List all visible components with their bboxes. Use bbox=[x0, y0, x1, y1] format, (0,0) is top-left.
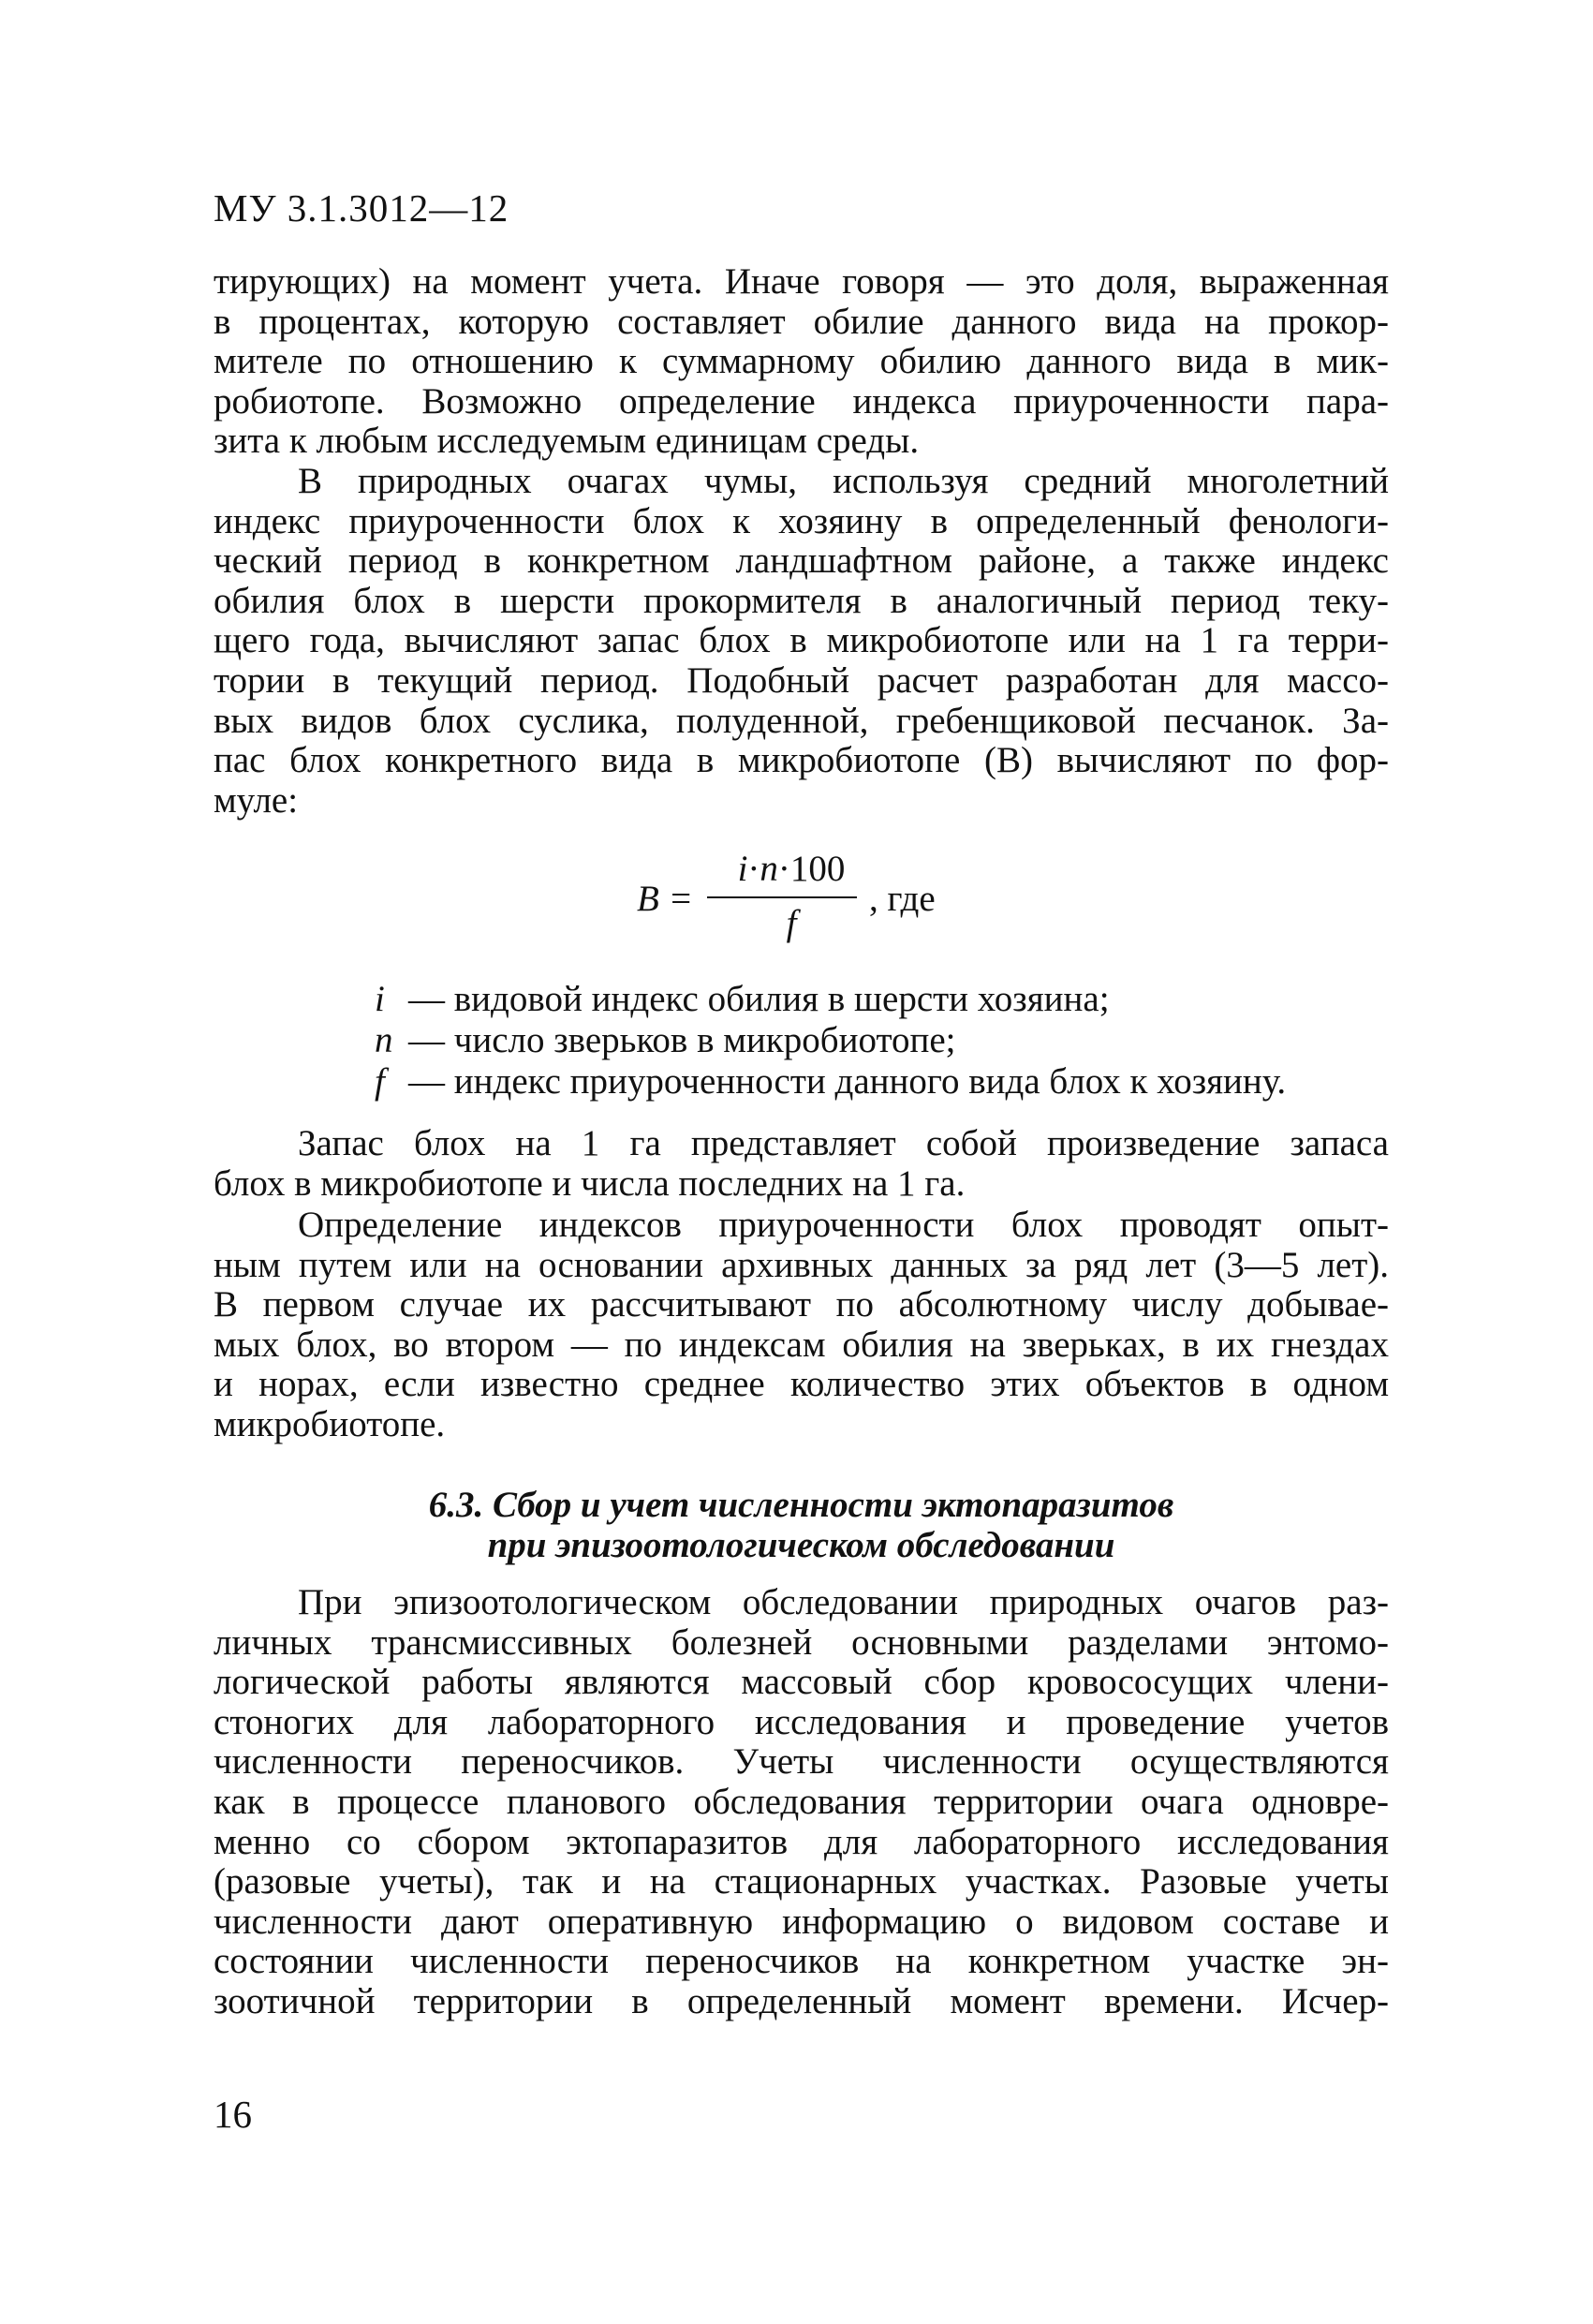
variable-definitions bbox=[375, 979, 1286, 1103]
formula-var-n: n bbox=[760, 849, 778, 889]
formula-numerator bbox=[730, 848, 852, 890]
formula-numerator-rest: ·100 bbox=[777, 849, 846, 889]
text-line: и норах, если известно среднее количество этих объектов в одном bbox=[214, 1364, 1389, 1405]
text-line: менно со сбором эктопаразитов для лабораторного исследования bbox=[214, 1821, 1389, 1862]
section-heading-line: при эпизоотологическом обследовании bbox=[487, 1525, 1115, 1565]
formula-denominator: f bbox=[786, 903, 797, 943]
definition-text: — индекс приуроченности данного вида блох к хозяину. bbox=[408, 1061, 1287, 1102]
text-line: мителе по отношению к суммарному обилию данного вида в мик- bbox=[214, 341, 1389, 382]
text-line: численности переносчиков. Учеты численности осуществляются bbox=[214, 1741, 1389, 1783]
definition-text: — число зверьков в микробиотопе; bbox=[408, 1020, 956, 1060]
text-line: мых блох, во втором — по индексам обилия на зверьках, в их гнездах bbox=[214, 1324, 1389, 1365]
paragraph-4 bbox=[214, 1206, 1389, 1445]
text-line: как в процессе планового обследования территории очага одновре- bbox=[214, 1781, 1389, 1822]
text-line: муле: bbox=[214, 779, 299, 821]
text-line: индекс приуроченности блох к хозяину в определенный фенологи- bbox=[214, 500, 1389, 541]
stock-formula bbox=[637, 848, 1030, 951]
paragraph-5 bbox=[214, 1583, 1389, 2022]
text-line: численности дают оперативную информацию о видовом составе и bbox=[214, 1901, 1389, 1942]
text-line: стоногих для лабораторного исследования и проведение учетов bbox=[214, 1701, 1389, 1742]
text-line: в процентах, которую составляет обилие данного вида на прокор- bbox=[214, 301, 1389, 342]
fraction-bar bbox=[707, 896, 857, 898]
definition-row bbox=[375, 979, 1286, 1020]
text-line: пас блох конкретного вида в микробиотопе (В) вычисляют по фор- bbox=[214, 740, 1389, 781]
text-line: Определение индексов приуроченности блох проводят опыт- bbox=[298, 1205, 1389, 1245]
paragraph-1 bbox=[214, 262, 1389, 462]
paragraph-3 bbox=[214, 1124, 1389, 1204]
formula-suffix: , где bbox=[869, 879, 936, 919]
text-line: личных трансмиссивных болезней основными разделами энтомо- bbox=[214, 1621, 1389, 1663]
document-code-header: МУ 3.1.3012—12 bbox=[214, 186, 509, 229]
text-line: (разовые учеты), так и на стационарных участках. Разовые учеты bbox=[214, 1861, 1389, 1902]
text-line: ным путем или на основании архивных данных за ряд лет (3—5 лет). bbox=[214, 1244, 1389, 1285]
definition-symbol: f bbox=[375, 1061, 385, 1102]
text-line: микробиотопе. bbox=[214, 1403, 446, 1444]
text-line: При эпизоотологическом обследовании природных очагов раз- bbox=[298, 1582, 1389, 1622]
text-line: вых видов блох суслика, полуденной, гребенщиковой песчанок. За- bbox=[214, 700, 1389, 741]
definition-symbol: n bbox=[375, 1020, 393, 1060]
page-number: 16 bbox=[214, 2093, 252, 2136]
text-line: блох в микробиотопе и числа последних на 1 га. bbox=[214, 1162, 966, 1204]
formula-dot: · bbox=[747, 849, 760, 889]
text-line: ческий период в конкретном ландшафтном районе, а также индекс bbox=[214, 540, 1389, 582]
text-line: логической работы являются массовый сбор кровососущих члени- bbox=[214, 1662, 1389, 1703]
paragraph-2 bbox=[214, 462, 1389, 821]
text-line: тории в текущий период. Подобный расчет разработан для массо- bbox=[214, 659, 1389, 701]
text-line: В первом случае их рассчитывают по абсолютному числу добывае- bbox=[214, 1284, 1389, 1325]
formula-lhs: B = bbox=[637, 879, 693, 919]
definition-row bbox=[375, 1020, 1286, 1061]
formula-var-i: i bbox=[737, 849, 748, 889]
text-line: робиотопе. Возможно определение индекса приуроченности пара- bbox=[214, 380, 1389, 422]
text-line: тирующих) на момент учета. Иначе говоря — это доля, выраженная bbox=[214, 261, 1389, 302]
definition-text: — видовой индекс обилия в шерсти хозяина; bbox=[408, 979, 1110, 1019]
section-heading-line: 6.3. Сбор и учет численности эктопаразитов bbox=[428, 1485, 1174, 1525]
text-line: Запас блох на 1 га представляет собой произведение запаса bbox=[298, 1123, 1389, 1163]
text-line: обилия блох в шерсти прокормителя в аналогичный период теку- bbox=[214, 580, 1389, 621]
section-heading bbox=[214, 1485, 1389, 1565]
text-line: зита к любым исследуемым единицам среды. bbox=[214, 421, 920, 462]
text-line: В природных очагах чумы, используя средний многолетний bbox=[298, 461, 1389, 501]
definition-symbol: i bbox=[375, 979, 385, 1019]
text-line: щего года, вычисляют запас блох в микробиотопе или на 1 га терри- bbox=[214, 620, 1389, 661]
text-line: зоотичной территории в определенный момент времени. Исчер- bbox=[214, 1980, 1389, 2021]
text-line: состоянии численности переносчиков на конкретном участке эн- bbox=[214, 1941, 1389, 1982]
definition-row bbox=[375, 1061, 1286, 1103]
